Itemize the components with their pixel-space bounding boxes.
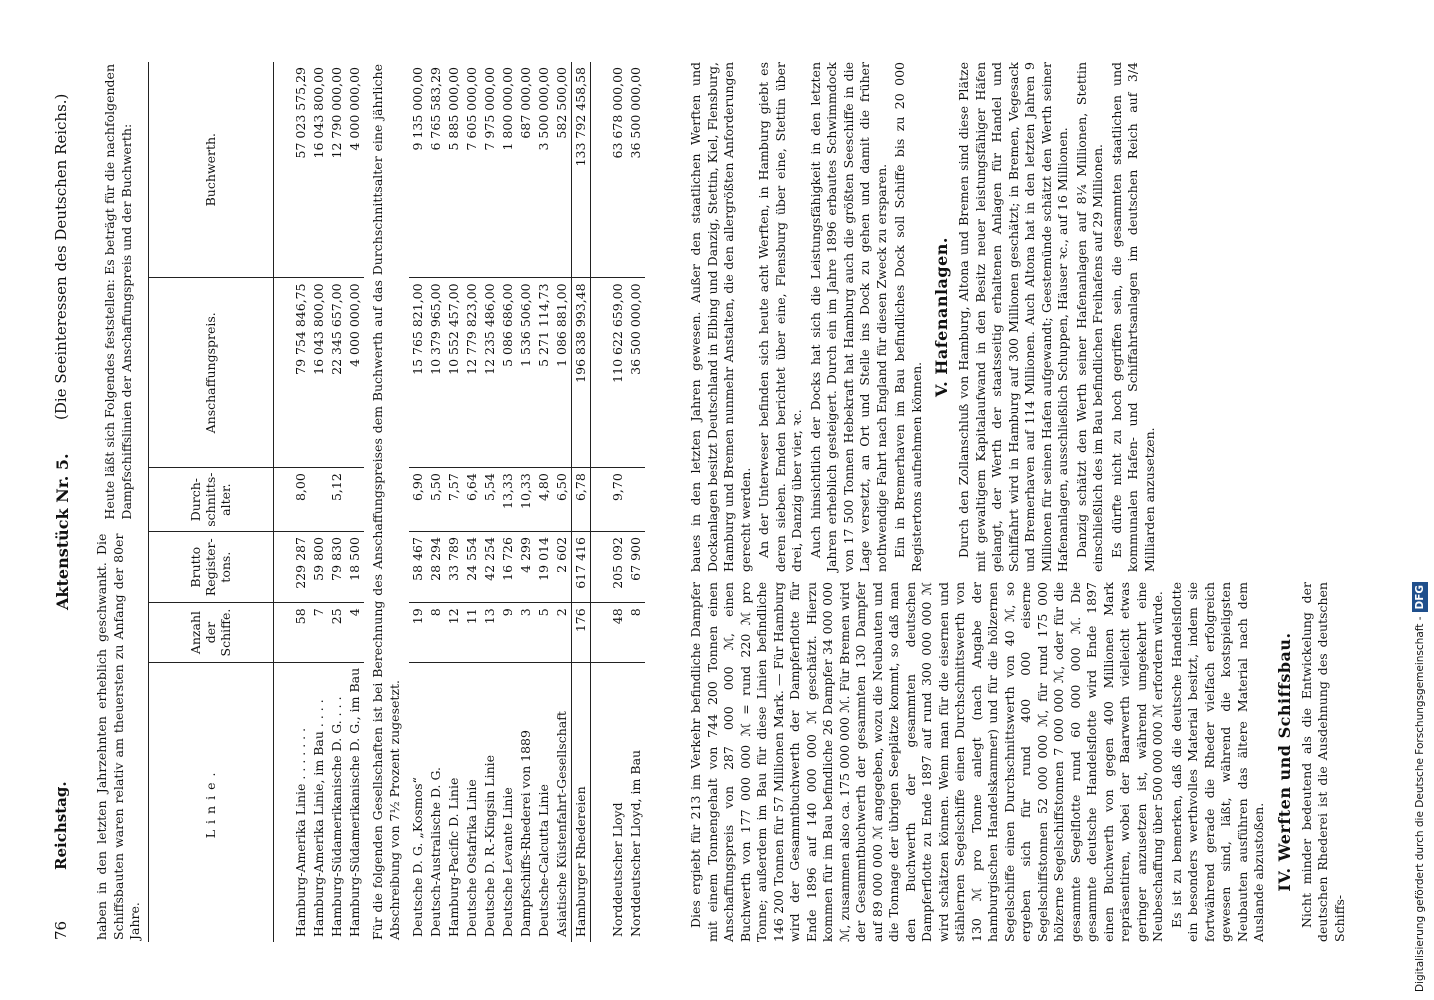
- margin-note: [1412, 8, 1428, 992]
- table-row: Norddeutscher Lloyd, im Bau 8 67 900 36 500 000,00 36 500 000,00: [627, 62, 645, 942]
- paragraph: An der Unterweser befinden sich heute acht Werften, in Hamburg giebt es deren sieben. Emden berichtet über eine, Flensburg über eine, Stettin über drei, Danzig über vier, ꝛc.: [756, 62, 804, 572]
- table-row: Asiatische Küstenfahrt-Gesellschaft 2 2 602 6,50 1 086 881,00 582 500,00: [553, 62, 572, 942]
- table-row: Hamburg-Amerika Linie . . . . . . . 58 229 287 8,00 79 754 846,75 57 023 575,29: [292, 62, 310, 942]
- page-header: [52, 60, 78, 940]
- margin-note-text: Digitalisierung gefördert durch die Deutsche Forschungsgemeinschaft -: [1414, 616, 1426, 992]
- section-iv-title: IV. Werften und Schiffsbau.: [1274, 632, 1294, 892]
- header-reichstag: Reichstag.: [52, 781, 70, 870]
- header-aktenstueck: Aktenstück Nr. 5.: [53, 453, 72, 610]
- header-title: (Die Seeinteressen des Deutschen Reichs.): [52, 93, 70, 420]
- table-row: Deutsche Ostafrika Linie 11 24 554 6,64 12 779 823,00 7 605 000,00: [463, 62, 481, 942]
- page-number: 76: [52, 920, 70, 940]
- paragraph: Ein in Bremerhaven im Bau befindliches Dock soll Schiffe bis zu 20 000 Registertons aufnehmen können.: [892, 62, 924, 572]
- total-row: Hamburger Rhedereien 176 617 416 6,78 196 838 993,48 133 792 458,58: [572, 62, 591, 942]
- middle-text: Für die folgenden Gesellschaften ist bei Berechnung des Anschaffungspreises dem Buchwerth auf das Durchschnittsalter eine jährliche Abschreibung von 7½ Prozent zugesetzt.: [369, 64, 402, 940]
- table-header-row: [148, 62, 273, 942]
- table-row: Dampfschiffs-Rhederei von 1889 3 4 299 10,33 1 536 506,00 687 000,00: [517, 62, 535, 942]
- ship-values-table: [90, 62, 645, 942]
- middle-text-row: [364, 62, 409, 942]
- right-intro-text: Heute läßt sich Folgendes feststellen: Es beträgt für die nachfolgenden Dampfschiffslinien der Anschaffungspreis und der Buchwerth:: [102, 64, 134, 520]
- col-anzahl: Anzahl der Schiffe.: [148, 603, 273, 663]
- paragraph: Es ist zu bemerken, daß die deutsche Handelsflotte ein besonders werthvolles Material besitzt, indem sie fortwährend gerade die Rheder vielfach erfolgreich gewesen sind, läßt, während die kostspieligsten Neubauten ausführen das ältere Material nach dem Auslande abzustoßen.: [1168, 582, 1266, 942]
- col-brutto: Brutto Register-tons.: [148, 532, 273, 603]
- table-row: Norddeutscher Lloyd 48 205 092 9,70 110 622 659,00 63 678 000,00: [609, 62, 627, 942]
- paragraph: Auch hinsichtlich der Docks hat sich die Leistungsfähigkeit in den letzten Jahren erheblich gesteigert. Durch ein im Jahre 1896 erbautes Schwimmdock von 17 500 Tonnen Hebekraft hat Hamburg auch die größten Seeschiffe in die Lage versetzt, an Ort und Stelle ins Dock zu gehen und damit die früher nothwendige Fahrt nach England für diesen Zweck zu ersparen.: [807, 62, 889, 572]
- col-alter: Durch-schnitts-alter.: [148, 468, 273, 532]
- section-v-title: V. Hafenanlagen.: [932, 237, 951, 397]
- intro-row: [90, 62, 148, 942]
- table-row: Deutsch-Australische D. G. 8 28 294 5,50 10 379 965,00 6 765 583,29: [427, 62, 445, 942]
- paragraph: baues in den letzten Jahren gewesen. Außer den staatlichen Werften und Dockanlagen besitzt Deutschland in Elbing und Danzig, Stettin, Kiel, Flensburg, Hamburg und Bremen nunmehr Anstalten, die den allergrößten Anforderungen gerecht werden.: [688, 62, 753, 572]
- col-linie: Linie.: [148, 662, 273, 942]
- table-row: Deutsche D. R.-Kingsin Linie 13 42 254 5,54 12 235 486,00 7 975 000,00: [481, 62, 499, 942]
- table-row: Deutsche-Calcutta Linie 5 19 014 4,80 5 271 114,73 3 500 000,00: [535, 62, 553, 942]
- paragraph: Danzig schätzt den Werth seiner Hafenanlagen auf 8¼ Millionen, Stettin einschließlich des im Bau befindlichen Freihafens auf 29 Millionen.: [1073, 62, 1106, 572]
- table-row: Hamburg-Amerika Linie, im Bau . . . . 7 59 800 16 043 800,00 16 043 800,00: [310, 62, 328, 942]
- left-text-column: [688, 582, 1350, 942]
- paragraph: Nicht minder bedeutend als die Entwickelung der deutschen Rhederei ist die Ausdehnung des deutschen Schiffs-: [1298, 582, 1347, 942]
- paragraph: Dies ergiebt für 213 im Verkehr befindliche Dampfer mit einem Tonnengehalt von 744 200 Tonnen einen Anschaffungspreis von 287 000 000 ℳ, einen Buchwerth von 177 000 000 ℳ = rund 220 ℳ pro Tonne; außerdem im Bau für diese Linien befindliche 146 200 Tonnen für 57 Millionen Mark. — Für Hamburg wird der Gesammtbuchwerth der Dampferflotte für Ende 1896 auf 140 000 000 ℳ geschätzt. Hierzu kommen für im Bau befindliche 26 Dampfer 34 000 000 ℳ, zusammen also ca. 175 000 000 ℳ. Für Bremen wird der Gesammtbuchwerth der gesammten 130 Dampfer auf 89 000 000 ℳ angegeben, wozu die Neubauten und die Tonnage der übrigen Seeplätze kommt, so daß man den Buchwerth der gesammten deutschen Dampferflotte zu Ende 1897 auf rund 300 000 000 ℳ wird schätzen können. Wenn man für die eisernen und stählernen Segelschiffe einen Durchschnittswerth von 130 ℳ pro Tonne anlegt (nach Angabe der hamburgischen Handelskammer) und für die hölzernen Segelschiffe einen Durchschnittswerth von 40 ℳ, so ergeben sich für rund 400 000 eiserne Segelschiffstonnen 52 000 000 ℳ, für rund 175 000 hölzerne Segelschiffstonnen 7 000 000 ℳ, oder für die gesammte Segelflotte rund 60 000 000 ℳ. Die gesammte deutsche Handelsflotte wird Ende 1897 einen Buchwerth von gegen 400 Millionen Mark repräsentiren, wobei der Baarwerth vielleicht etwas geringer anzusetzen ist, während umgekehrt eine Neubeschaffung über 500 000 000 ℳ erfordern würde.: [688, 582, 1165, 942]
- intro-text: haben in den letzten Jahrzehnten erheblich geschwankt. Die Schiffsbauten waren relativ am theuersten zu Anfang der 80er Jahre.: [94, 533, 143, 940]
- table-row: Hamburg-Südamerikanische D. G. . . . 25 79 830 5,12 22 345 657,00 12 790 000,00: [328, 62, 346, 942]
- col-buchwerth: Buchwerth.: [148, 62, 273, 278]
- right-text-column: [688, 62, 1160, 572]
- paragraph: Durch den Zollanschluß von Hamburg, Altona und Bremen sind diese Plätze mit gewaltigem Kapitalaufwand in den Besitz neuer leistungsfähiger Häfen gelangt, der Werth der staatsseitig erhaltenen Anlagen für Handel und Schiffahrt wird in Hamburg auf 300 Millionen geschätzt; in Bremen, Vegesack und Bremerhaven auf 114 Millionen. Auch Altona hat in den letzten Jahren 9 Millionen für seinen Hafen aufgewandt; Geestemünde schätzt den Werth seiner Hafenanlagen, ausschließlich Schuppen, Häuser ꝛc., auf 16 Millionen.: [956, 62, 1071, 572]
- col-preis: Anschaffungspreis.: [148, 278, 273, 468]
- table-row: Deutsche Levante Linie 9 16 726 13,33 5 086 686,00 1 800 000,00: [499, 62, 517, 942]
- paragraph: Es dürfte nicht zu hoch gegriffen sein, die gesammten staatlichen und kommunalen Hafen- und Schiffahrtsanlagen im deutschen Reich auf 3/4 Milliarden anzusetzen.: [1108, 62, 1157, 572]
- table-row: Deutsche D. G. „Kosmos“ 19 58 467 6,90 15 765 821,00 9 135 000,00: [409, 62, 427, 942]
- dfg-badge: DFG: [1412, 582, 1428, 613]
- table-row: Hamburg-Pacific D. Linie 12 33 789 7,57 10 552 457,00 5 885 000,00: [445, 62, 463, 942]
- table-row: Hamburg-Südamerikanische D. G., im Bau 4 18 500 4 000 000,00 4 000 000,00: [346, 62, 364, 942]
